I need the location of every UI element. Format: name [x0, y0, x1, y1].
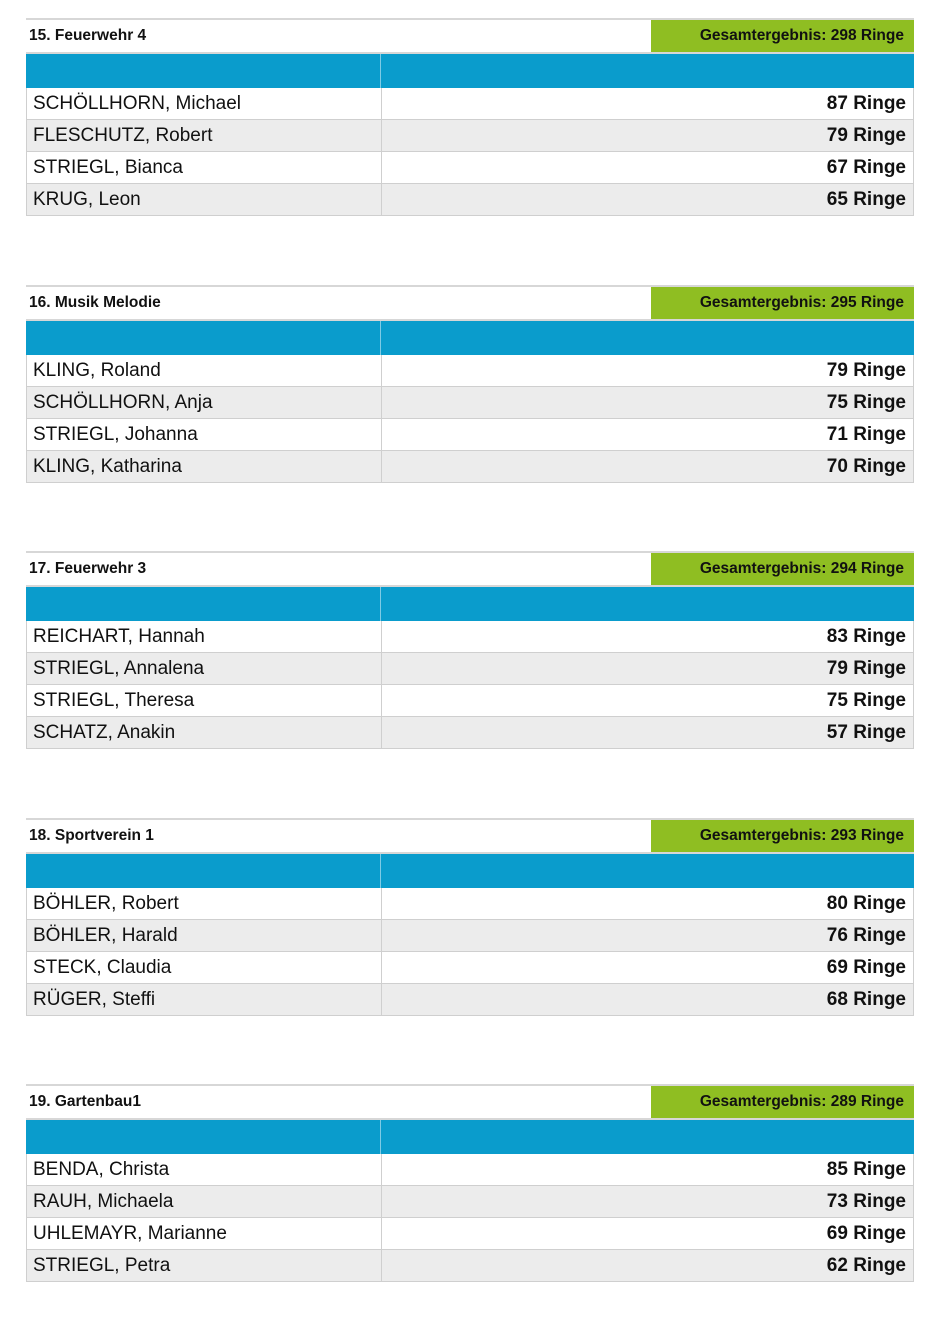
member-score: 65 Ringe [826, 188, 906, 210]
table-row [27, 717, 913, 749]
member-name: STRIEGL, Bianca [27, 152, 382, 183]
member-score: 73 Ringe [826, 1190, 906, 1212]
team-table [26, 285, 914, 483]
table-row [27, 952, 913, 984]
team-total-badge: Gesamtergebnis: 294 Ringe [651, 553, 914, 585]
member-name: STRIEGL, Annalena [27, 653, 382, 684]
team-table [26, 551, 914, 749]
team-title: 16. Musik Melodie [29, 294, 161, 311]
member-score: 69 Ringe [826, 1222, 906, 1244]
team-total-badge: Gesamtergebnis: 295 Ringe [651, 287, 914, 319]
member-name: STRIEGL, Theresa [27, 685, 382, 716]
team-title: 17. Feuerwehr 3 [29, 560, 147, 577]
team-table [26, 1084, 914, 1282]
member-name: SCHÖLLHORN, Michael [27, 88, 382, 119]
member-name: STRIEGL, Petra [27, 1250, 382, 1281]
member-name: FLESCHUTZ, Robert [27, 120, 382, 151]
table-row [27, 984, 913, 1016]
member-score: 62 Ringe [826, 1254, 906, 1276]
table-row [27, 920, 913, 952]
team-header [26, 285, 914, 321]
table-row [27, 1186, 913, 1218]
member-name: STRIEGL, Johanna [27, 419, 382, 450]
member-name: KLING, Katharina [27, 451, 382, 482]
member-name: BÖHLER, Robert [27, 888, 382, 919]
member-name: SCHÖLLHORN, Anja [27, 387, 382, 418]
member-score: 57 Ringe [826, 721, 906, 743]
member-score: 79 Ringe [826, 359, 906, 381]
table-row [27, 653, 913, 685]
table-row [27, 888, 913, 920]
column-header-bar [26, 54, 914, 88]
column-header-bar [26, 854, 914, 888]
member-score: 76 Ringe [826, 924, 906, 946]
member-score: 69 Ringe [826, 956, 906, 978]
member-score: 71 Ringe [826, 423, 906, 445]
table-row [27, 685, 913, 717]
team-header [26, 18, 914, 54]
column-header-bar [26, 587, 914, 621]
team-header [26, 1084, 914, 1120]
table-row [27, 1218, 913, 1250]
member-score: 68 Ringe [826, 988, 906, 1010]
team-title: 18. Sportverein 1 [29, 827, 154, 844]
member-score: 79 Ringe [826, 657, 906, 679]
table-row [27, 1250, 913, 1282]
table-row [27, 355, 913, 387]
team-header [26, 551, 914, 587]
team-total-badge: Gesamtergebnis: 289 Ringe [651, 1086, 914, 1118]
team-title: 19. Gartenbau1 [29, 1093, 141, 1110]
team-total-badge: Gesamtergebnis: 293 Ringe [651, 820, 914, 852]
member-name: STECK, Claudia [27, 952, 382, 983]
member-score: 85 Ringe [826, 1158, 906, 1180]
table-row [27, 88, 913, 120]
column-header-bar [26, 321, 914, 355]
table-row [27, 184, 913, 216]
team-total-badge: Gesamtergebnis: 298 Ringe [651, 20, 914, 52]
member-name: BENDA, Christa [27, 1154, 382, 1185]
member-score: 79 Ringe [826, 124, 906, 146]
member-score: 67 Ringe [826, 156, 906, 178]
table-row [27, 1154, 913, 1186]
member-score: 87 Ringe [826, 92, 906, 114]
member-score: 75 Ringe [826, 689, 906, 711]
member-name: REICHART, Hannah [27, 621, 382, 652]
team-table [26, 18, 914, 216]
member-name: UHLEMAYR, Marianne [27, 1218, 382, 1249]
table-row [27, 419, 913, 451]
member-name: KLING, Roland [27, 355, 382, 386]
table-row [27, 387, 913, 419]
table-row [27, 152, 913, 184]
team-table [26, 818, 914, 1016]
column-header-bar [26, 1120, 914, 1154]
member-score: 70 Ringe [826, 455, 906, 477]
member-name: BÖHLER, Harald [27, 920, 382, 951]
team-title: 15. Feuerwehr 4 [29, 27, 147, 44]
team-header [26, 818, 914, 854]
member-name: SCHATZ, Anakin [27, 717, 382, 748]
member-score: 75 Ringe [826, 391, 906, 413]
member-score: 83 Ringe [826, 625, 906, 647]
member-name: RÜGER, Steffi [27, 984, 382, 1015]
table-row [27, 120, 913, 152]
member-name: RAUH, Michaela [27, 1186, 382, 1217]
table-row [27, 451, 913, 483]
member-score: 80 Ringe [826, 892, 906, 914]
member-name: KRUG, Leon [27, 184, 382, 215]
table-row [27, 621, 913, 653]
